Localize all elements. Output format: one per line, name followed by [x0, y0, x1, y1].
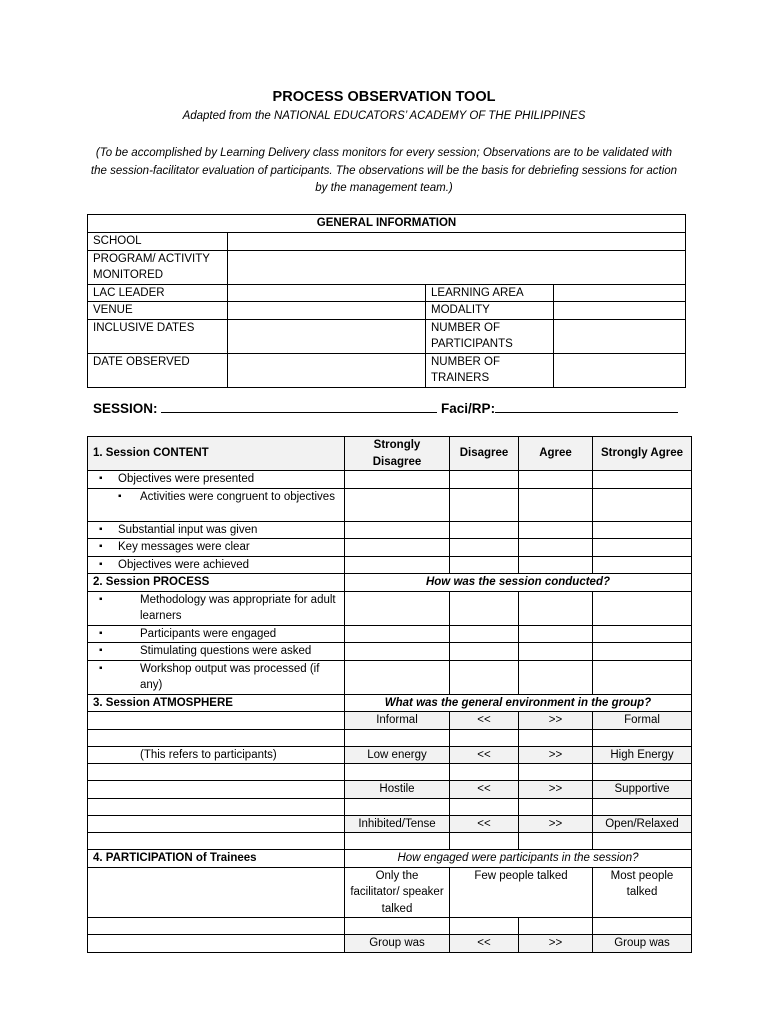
atmosphere-right-label: High Energy	[593, 746, 692, 764]
rating-cell[interactable]	[345, 643, 450, 661]
atmosphere-left-label: Low energy	[345, 746, 450, 764]
faci-label: Faci/RP:	[441, 401, 496, 416]
num-trainers-label: NUMBER OF TRAINERS	[426, 353, 554, 387]
list-item: ▪ Key messages were clear	[88, 539, 345, 557]
header-agree: Agree	[519, 437, 593, 471]
school-field[interactable]	[228, 233, 686, 251]
rating-cell[interactable]	[593, 471, 692, 489]
rating-cell[interactable]	[519, 918, 593, 935]
rating-cell[interactable]	[450, 625, 519, 643]
lac-leader-field[interactable]	[228, 284, 426, 302]
list-item: ▪ Substantial input was given	[88, 521, 345, 539]
list-item: ▪ Stimulating questions were asked	[88, 643, 345, 661]
right-arrow: >>	[519, 781, 593, 799]
rating-cell[interactable]	[450, 471, 519, 489]
rating-cell[interactable]	[593, 556, 692, 574]
atmosphere-right-label: Open/Relaxed	[593, 815, 692, 833]
right-arrow: >>	[519, 712, 593, 730]
rating-cell[interactable]	[519, 539, 593, 557]
session-line	[93, 398, 678, 416]
right-arrow: >>	[519, 935, 593, 953]
rating-cell[interactable]	[593, 643, 692, 661]
rating-cell[interactable]	[593, 539, 692, 557]
atmosphere-right-label: Supportive	[593, 781, 692, 799]
document-subtitle: Adapted from the NATIONAL EDUCATORS’ ACADEMY OF THE PHILIPPINES	[182, 110, 586, 122]
header-strongly-disagree: Strongly Disagree	[345, 437, 450, 471]
rating-cell[interactable]	[450, 660, 519, 694]
atmosphere-left-label: Inhibited/Tense	[345, 815, 450, 833]
rating-cell[interactable]	[450, 521, 519, 539]
rating-cell[interactable]	[593, 625, 692, 643]
general-information-table	[87, 214, 686, 388]
school-label: SCHOOL	[88, 233, 228, 251]
participation-heading: 4. PARTICIPATION of Trainees	[88, 850, 345, 868]
rating-cell[interactable]	[519, 471, 593, 489]
faci-blank[interactable]	[495, 398, 678, 413]
rating-cell[interactable]	[345, 625, 450, 643]
rating-cell[interactable]	[345, 591, 450, 625]
atmosphere-left-label: Hostile	[345, 781, 450, 799]
rating-cell[interactable]	[593, 660, 692, 694]
rating-cell[interactable]	[450, 798, 519, 815]
modality-label: MODALITY	[426, 302, 554, 320]
process-question: How was the session conducted?	[345, 574, 692, 592]
participation-col-only-facilitator: Only the facilitator/ speaker talked	[345, 867, 450, 918]
left-arrow: <<	[450, 815, 519, 833]
rating-cell[interactable]	[345, 764, 450, 781]
left-arrow: <<	[450, 935, 519, 953]
rating-cell[interactable]	[345, 833, 450, 850]
instructions-text: (To be accomplished by Learning Delivery class monitors for every session; Observations are to be validated with the session-facilitator evaluation of participants. The observations will be the basis for debriefing sessions for action by the management team.)	[90, 147, 678, 194]
rating-cell[interactable]	[593, 488, 692, 521]
atmosphere-left-label: Informal	[345, 712, 450, 730]
rating-cell[interactable]	[450, 488, 519, 521]
session-blank[interactable]	[161, 398, 437, 413]
rating-cell[interactable]	[450, 764, 519, 781]
rating-cell[interactable]	[519, 556, 593, 574]
num-participants-field[interactable]	[554, 319, 686, 353]
right-arrow: >>	[519, 746, 593, 764]
left-arrow: <<	[450, 781, 519, 799]
session-label: SESSION:	[93, 401, 158, 416]
rating-cell[interactable]	[519, 798, 593, 815]
participation-left-label: Group was	[345, 935, 450, 953]
rating-cell[interactable]	[519, 764, 593, 781]
right-arrow: >>	[519, 815, 593, 833]
content-heading: 1. Session CONTENT	[88, 437, 345, 471]
document-title: PROCESS OBSERVATION TOOL	[272, 89, 496, 105]
modality-field[interactable]	[554, 302, 686, 320]
date-observed-label: DATE OBSERVED	[88, 353, 228, 387]
rating-cell[interactable]	[450, 556, 519, 574]
rating-cell[interactable]	[593, 918, 692, 935]
venue-field[interactable]	[228, 302, 426, 320]
rating-cell[interactable]	[345, 556, 450, 574]
learning-area-field[interactable]	[554, 284, 686, 302]
rating-cell[interactable]	[519, 488, 593, 521]
rating-cell[interactable]	[593, 521, 692, 539]
process-heading: 2. Session PROCESS	[88, 574, 345, 592]
bullet-icon: ▪	[118, 490, 122, 502]
header-strongly-agree: Strongly Agree	[593, 437, 692, 471]
rating-cell[interactable]	[450, 591, 519, 625]
program-label: PROGRAM/ ACTIVITY MONITORED	[88, 250, 228, 284]
header-disagree: Disagree	[450, 437, 519, 471]
rating-cell[interactable]	[345, 539, 450, 557]
rating-cell[interactable]	[450, 729, 519, 746]
list-item: ▪ Objectives were achieved	[88, 556, 345, 574]
rating-cell[interactable]	[450, 643, 519, 661]
rating-cell[interactable]	[593, 833, 692, 850]
participation-col-few-people: Few people talked	[450, 867, 593, 918]
left-arrow: <<	[450, 746, 519, 764]
evaluation-table	[87, 436, 692, 953]
rating-cell[interactable]	[450, 833, 519, 850]
participation-right-label: Group was	[593, 935, 692, 953]
left-arrow: <<	[450, 712, 519, 730]
list-item: ▪ Participants were engaged	[88, 625, 345, 643]
inclusive-dates-field[interactable]	[228, 319, 426, 353]
date-observed-field[interactable]	[228, 353, 426, 387]
general-information-heading: GENERAL INFORMATION	[88, 215, 686, 233]
rating-cell[interactable]	[593, 764, 692, 781]
num-trainers-field[interactable]	[554, 353, 686, 387]
rating-cell[interactable]	[345, 488, 450, 521]
rating-cell[interactable]	[450, 918, 519, 935]
rating-cell[interactable]	[593, 729, 692, 746]
learning-area-label: LEARNING AREA	[426, 284, 554, 302]
rating-cell[interactable]	[519, 521, 593, 539]
rating-cell[interactable]	[519, 833, 593, 850]
lac-leader-label: LAC LEADER	[88, 284, 228, 302]
rating-cell[interactable]	[519, 729, 593, 746]
atmosphere-note: (This refers to participants)	[88, 746, 345, 764]
rating-cell[interactable]	[519, 625, 593, 643]
rating-cell[interactable]	[345, 660, 450, 694]
rating-cell[interactable]	[519, 660, 593, 694]
rating-cell[interactable]	[450, 539, 519, 557]
atmosphere-question: What was the general environment in the group?	[345, 694, 692, 712]
venue-label: VENUE	[88, 302, 228, 320]
program-field[interactable]	[228, 250, 686, 284]
atmosphere-right-label: Formal	[593, 712, 692, 730]
participation-col-most-people: Most people talked	[593, 867, 692, 918]
rating-cell[interactable]	[593, 798, 692, 815]
participation-question: How engaged were participants in the session?	[345, 850, 692, 868]
list-item: ▪ Activities were congruent to objectives	[88, 488, 345, 521]
list-item: ▪ Objectives were presented	[88, 471, 345, 489]
rating-cell[interactable]	[593, 591, 692, 625]
rating-cell[interactable]	[519, 643, 593, 661]
rating-cell[interactable]	[345, 918, 450, 935]
rating-cell[interactable]	[345, 471, 450, 489]
inclusive-dates-label: INCLUSIVE DATES	[88, 319, 228, 353]
list-item: ▪ Workshop output was processed (if any)	[88, 660, 345, 694]
rating-cell[interactable]	[519, 591, 593, 625]
list-item: ▪ Methodology was appropriate for adult learners	[88, 591, 345, 625]
rating-cell[interactable]	[345, 798, 450, 815]
num-participants-label: NUMBER OF PARTICIPANTS	[426, 319, 554, 353]
rating-cell[interactable]	[345, 729, 450, 746]
atmosphere-heading: 3. Session ATMOSPHERE	[88, 694, 345, 712]
rating-cell[interactable]	[345, 521, 450, 539]
